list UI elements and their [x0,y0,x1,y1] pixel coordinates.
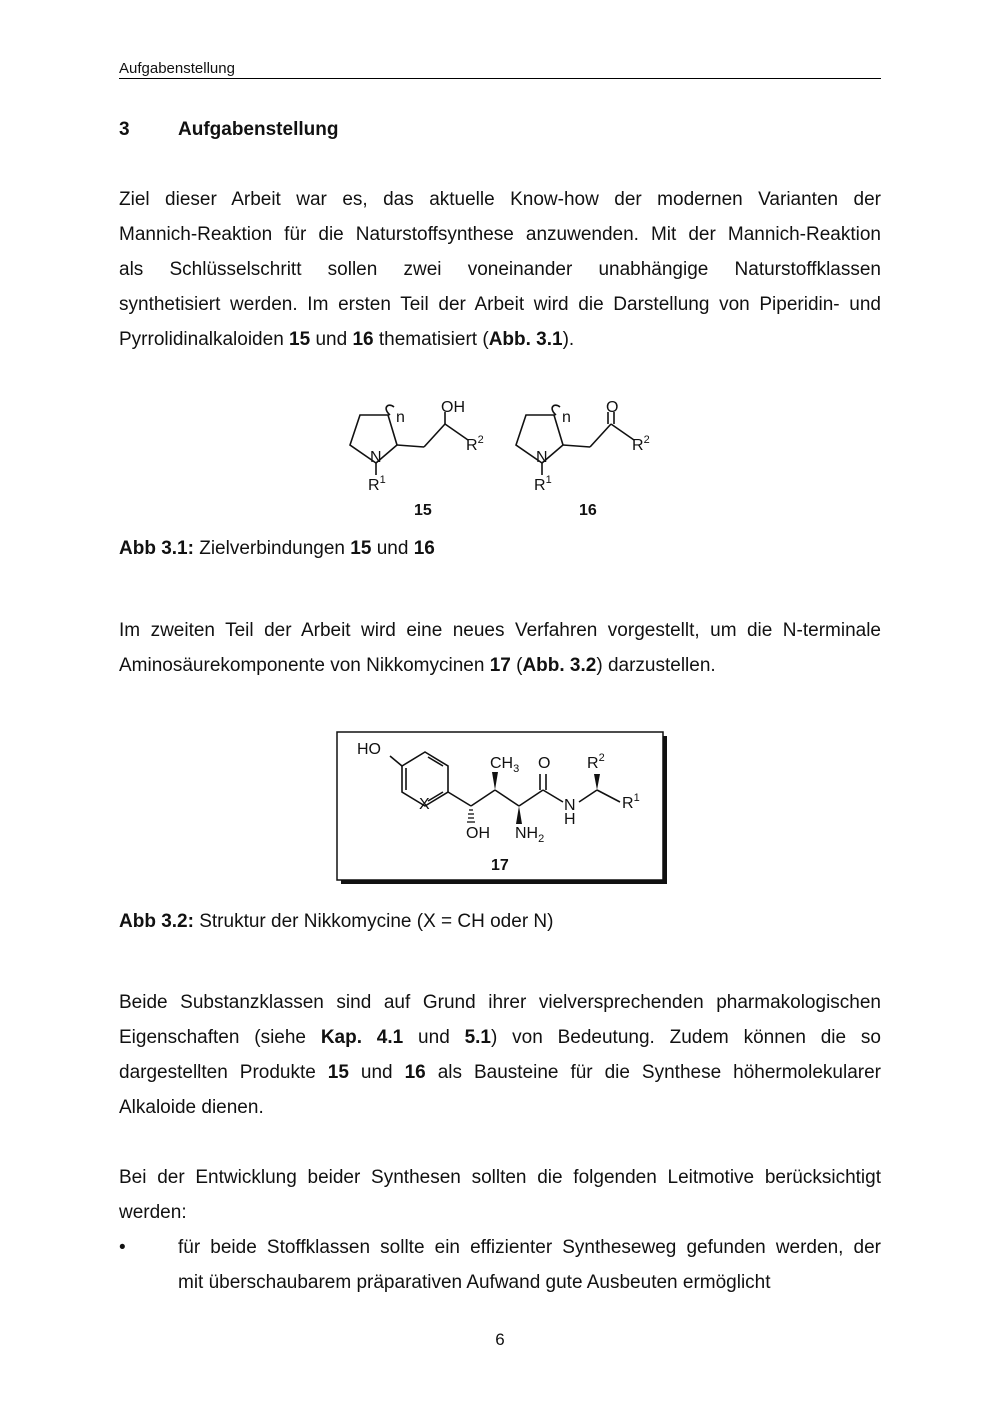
paragraph-significance [119,985,881,1125]
compound-number-16: 16 [579,502,597,519]
substituent-r1-label: $R^1$ [622,792,640,812]
figure-target-compounds [330,390,690,525]
text-line: Beide Substanzklassen sind auf Grund ihrer vielversprechenden pharmakologischen [119,992,881,1013]
chapter-ref: 5.1 [464,1027,491,1048]
text-line: dargestellten Produkte 15 und 16 als Bausteine für die Synthese höhermolekularer [119,1062,881,1083]
paragraph-second-part [119,613,881,683]
compound-ref-16: 16 [352,329,374,350]
text-line: Eigenschaften (siehe Kap. 4.1 und 5.1) von Bedeutung. Zudem können die so [119,1027,881,1048]
bullet-marker: • [119,1237,126,1258]
hydroxy-label: HO [357,741,381,758]
section-number: 3 [119,119,130,140]
figure-caption-2: Abb 3.2: Struktur der Nikkomycine (X = CH oder N) [119,911,554,932]
compound-ref-15: 15 [327,1062,349,1083]
ring-x-label: X [419,796,430,813]
compound-ref-15: 15 [289,329,311,350]
substituent-r1-label: $R^1$ [534,474,552,494]
text-line: Ziel dieser Arbeit war es, das aktuelle Know-how der modernen Varianten der [119,189,881,210]
figure-ref: Abb. 3.2 [522,655,597,676]
methyl-label: $CH_3$ [490,755,520,775]
amide-nitrogen-label: N [564,797,576,814]
text-line: als Schlüsselschritt sollen zwei voneinander unabhängige Naturstoffklassen [119,259,881,280]
text-line: mit überschaubarem präparativen Aufwand gute Ausbeuten ermöglicht [178,1272,771,1293]
page-number: 6 [495,1330,505,1349]
compound-number-15: 15 [414,502,432,519]
ring-size-label: n [396,409,405,426]
hydroxy-label: OH [466,825,490,842]
figure-ref: Abb. 3.1 [488,329,563,350]
amino-label: $NH_2$ [515,825,545,845]
hydroxy-label: OH [441,399,465,416]
text-line: Im zweiten Teil der Arbeit wird eine neues Verfahren vorgestellt, um die N-terminale [119,620,881,641]
ring-size-label: n [562,409,571,426]
paragraph-guidelines [119,1160,881,1230]
substituent-r2-label: $R^2$ [587,752,605,772]
paragraph-intro [119,182,881,357]
text-line: synthetisiert werden. Im ersten Teil der Arbeit wird die Darstellung von Piperidin- und [119,294,881,315]
section-title: Aufgabenstellung [178,119,339,140]
chapter-ref: Kap. 4.1 [320,1027,404,1048]
carbonyl-label: O [606,399,619,416]
substituent-r2-label: $R^2$ [466,434,484,454]
text-line: Alkaloide dienen. [119,1097,264,1118]
text-line: Aminosäurekomponente von Nikkomycinen 17 (Abb. 3.2) darzustellen. [119,655,716,676]
substituent-r2-label: $R^2$ [632,434,650,454]
running-header: Aufgabenstellung [119,60,881,79]
text-line: Bei der Entwicklung beider Synthesen sollten die folgenden Leitmotive berücksichtigt [119,1167,881,1188]
substituent-r1-label: $R^1$ [368,474,386,494]
text-line: für beide Stoffklassen sollte ein effizienter Syntheseweg gefunden werden, der [178,1237,881,1258]
text-line: werden: [119,1202,187,1223]
nitrogen-label: N [536,449,548,466]
nitrogen-label: N [370,449,382,466]
carbonyl-label: O [538,755,551,772]
compound-ref-16: 16 [404,1062,426,1083]
compound-number-17: 17 [491,857,509,874]
text-line: Mannich-Reaktion für die Naturstoffsynthese anzuwenden. Mit der Mannich-Reaktion [119,224,881,245]
figure-nikkomycin-structure [335,730,670,888]
figure-caption-1: Abb 3.1: Zielverbindungen 15 und 16 [119,538,435,559]
bullet-item-1 [178,1230,881,1300]
text-line: Pyrrolidinalkaloiden 15 und 16 thematisiert (Abb. 3.1). [119,329,575,350]
amide-hydrogen-label: H [564,811,576,828]
compound-ref-17: 17 [489,655,511,676]
